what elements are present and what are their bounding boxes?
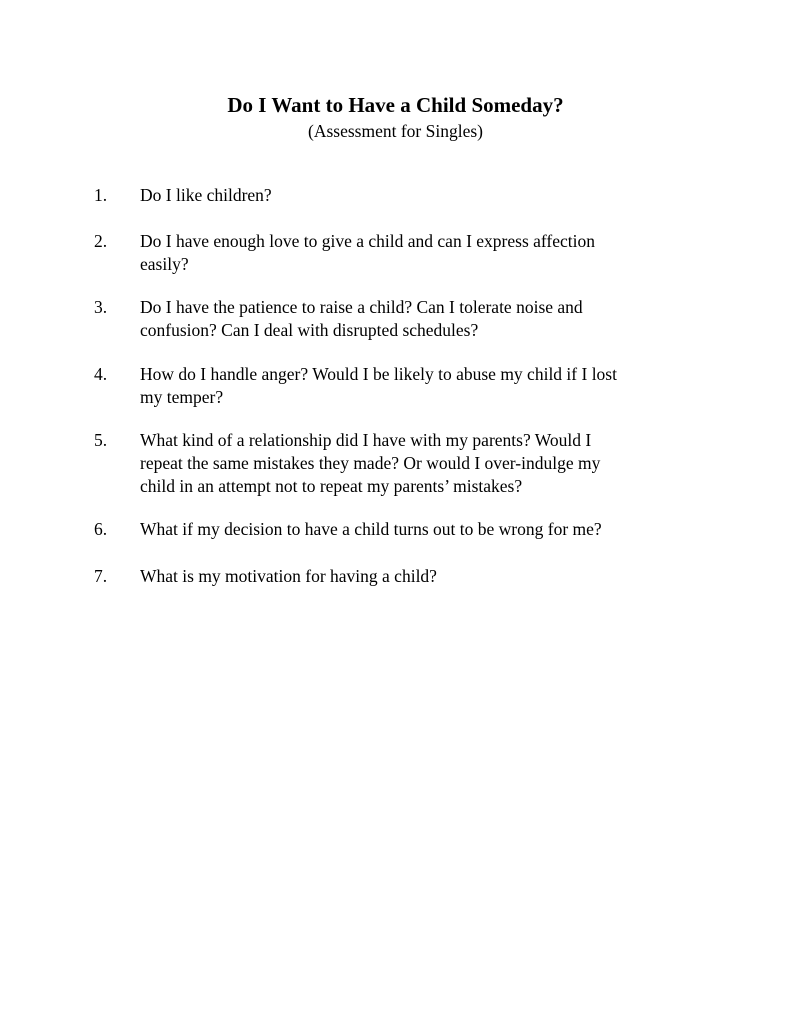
- question-text: [140, 429, 700, 498]
- question-line: repeat the same mistakes they made? Or would I over-indulge my: [140, 453, 601, 473]
- page-subtitle: (Assessment for Singles): [308, 121, 483, 141]
- question-line: What if my decision to have a child turns out to be wrong for me?: [140, 519, 602, 539]
- question-text: [140, 518, 700, 541]
- question-line: Do I have enough love to give a child and can I express affection: [140, 231, 595, 251]
- question-text: [140, 296, 700, 342]
- question-number: 6.: [94, 519, 108, 539]
- question-line: Do I have the patience to raise a child? Can I tolerate noise and: [140, 297, 583, 317]
- question-line: What is my motivation for having a child?: [140, 566, 437, 586]
- question-line: my temper?: [140, 387, 224, 407]
- question-number: 4.: [94, 364, 108, 384]
- question-number: 2.: [94, 231, 108, 251]
- question-line: easily?: [140, 254, 189, 274]
- question-text: [140, 230, 700, 276]
- question-text: [140, 363, 700, 409]
- question-text: [140, 565, 700, 588]
- question-number: 1.: [94, 185, 108, 205]
- question-number: 3.: [94, 297, 108, 317]
- page-title: Do I Want to Have a Child Someday?: [227, 93, 564, 117]
- question-text: [140, 184, 700, 207]
- question-line: How do I handle anger? Would I be likely to abuse my child if I lost: [140, 364, 617, 384]
- question-number: 7.: [94, 566, 108, 586]
- question-line: What kind of a relationship did I have with my parents? Would I: [140, 430, 592, 450]
- question-line: child in an attempt not to repeat my parents’ mistakes?: [140, 476, 523, 496]
- question-line: Do I like children?: [140, 185, 272, 205]
- question-line: confusion? Can I deal with disrupted schedules?: [140, 320, 479, 340]
- question-number: 5.: [94, 430, 108, 450]
